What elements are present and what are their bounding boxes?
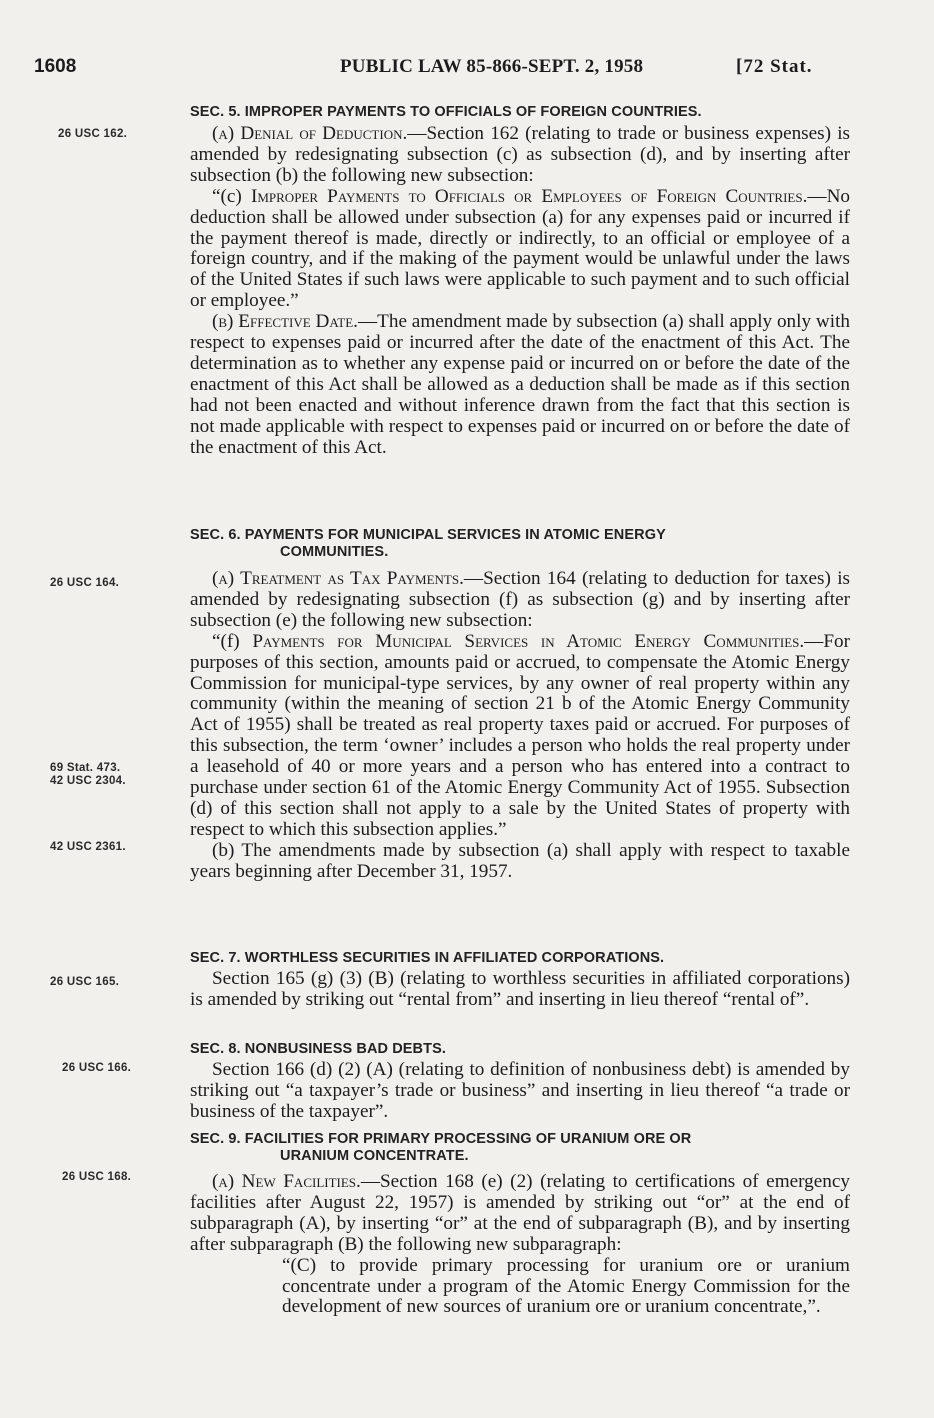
section-heading: SEC. 7. WORTHLESS SECURITIES IN AFFILIATED CORPORATIONS. [190, 950, 665, 966]
paragraph-label: Payments for Municipal Services in Atomic Energy Communities. [252, 630, 805, 652]
running-title: PUBLIC LAW 85-866-SEPT. 2, 1958 [340, 56, 644, 77]
paragraph-text: —Section 164 (relating to deduction for taxes) is amended by redesignating subsection (f) as subsection (g) and by inserting after subsection (e) the following new subsection: [190, 568, 851, 631]
paragraph-text: —Section 168 (e) (2) (relating to certifications of emergency facilities after August 22, 1957) is amended by striking out “or” at the end of subparagraph (A), by inserting “or” at the end of subparagraph (B), and by inserting after subparagraph (B) the following new subparagraph: [190, 1171, 850, 1255]
paragraph [190, 569, 850, 632]
paragraph-text: —The amendment made by subsection (a) shall apply only with respect to expenses paid or incurred after the date of the enactment of this Act. The determination as to whether any expense paid or incurred on or before the date of the enactment of this Act shall be allowed as a deduction shall be made as if this section had not been enacted and without inference drawn from the fact that this section is not made applicable with respect to expenses paid or incurred on or before the date of the enactment of this Act. [190, 311, 850, 458]
paragraph-label: (a) Treatment as Tax Payments. [212, 568, 464, 589]
paragraph: Section 166 (d) (2) (A) (relating to definition of nonbusiness debt) is amended by striking out “a taxpayer’s trade or business” and inserting in lieu thereof “a trade or business of the taxpayer”. [190, 1059, 850, 1122]
margin-note-26-usc-164: 26 USC 164. [50, 577, 120, 589]
margin-note-26-usc-168: 26 USC 168. [62, 1171, 132, 1183]
section-heading [190, 527, 850, 561]
margin-note-26-usc-166: 26 USC 166. [62, 1062, 132, 1074]
section-5-body [190, 124, 850, 459]
paragraph-label: (a) New Facilities. [212, 1171, 361, 1192]
paragraph [190, 312, 850, 458]
section-7-body [190, 969, 850, 1011]
page-number: 1608 [34, 56, 77, 77]
paragraph-label: (b) Effective Date. [212, 311, 358, 333]
margin-note-42-usc-2361: 42 USC 2361. [50, 841, 126, 853]
section-8 [190, 1041, 850, 1058]
paragraph-text: —Section 162 (relating to trade or business expenses) is amended by redesignating subsection (c) as subsection (d), and by inserting after subsection (b) the following new subsection: [190, 123, 850, 186]
quoted-subsection [190, 632, 850, 841]
section-9-body [190, 1172, 850, 1318]
margin-note-42-usc-2304: 42 USC 2304. [50, 775, 126, 787]
margin-note-69-stat-473: 69 Stat. 473. [50, 762, 121, 774]
statute-reference: [72 Stat. [736, 56, 813, 77]
paragraph [190, 1172, 850, 1256]
quoted-subsection [190, 187, 850, 312]
margin-note-26-usc-162: 26 USC 162. [58, 128, 128, 140]
section-heading-line: SEC. 9. FACILITIES FOR PRIMARY PROCESSING OF URANIUM ORE OR [190, 1131, 692, 1147]
paragraph-text: —For purposes of this section, amounts paid or accrued, to compensate the Atomic Energy Commission for municipal-type services, by any owner of real property within any community (within the meaning of section 21 b of the Atomic Energy Community Act of 1955) shall be treated as real property taxes paid or accrued. For purposes of this subsection, the term ‘owner’ includes a person who holds the real property under a leasehold of 40 or more years and a person who has entered into a contract to purchase under section 61 of the Atomic Energy Community Act of 1955. Subsection (d) of this section shall not apply to a sale by the United States of property with respect to which this subsection applies.” [190, 630, 851, 840]
quote-open: “(c) [212, 185, 251, 207]
section-6 [190, 527, 850, 561]
running-header [0, 56, 934, 86]
paragraph-label: (a) Denial of Deduction. [212, 123, 408, 144]
section-heading: SEC. 5. IMPROPER PAYMENTS TO OFFICIALS OF FOREIGN COUNTRIES. [190, 104, 702, 120]
section-6-body [190, 569, 850, 883]
paragraph: Section 165 (g) (3) (B) (relating to worthless securities in affiliated corporations) is amended by striking out “rental from” and inserting in lieu thereof “rental of”. [190, 968, 850, 1010]
paragraph-text: —No deduction shall be allowed under subsection (a) for any expenses paid or incurred if the payment thereof is made, directly or indirectly, to an official or employee of a foreign country, and if the making of the payment would be unlawful under the laws of the United States if such laws were applicable to such payment and to such official or employee.” [190, 185, 851, 312]
paragraph: (b) The amendments made by subsection (a) shall apply with respect to taxable years beginning after December 31, 1957. [190, 839, 850, 882]
section-7 [190, 950, 850, 967]
section-5 [190, 104, 850, 121]
margin-note-26-usc-165: 26 USC 165. [50, 976, 120, 988]
section-8-body [190, 1060, 850, 1123]
quoted-subparagraph: “(C) to provide primary processing for uranium ore or uranium concentrate under a program of the Atomic Energy Commission for the development of new sources of uranium ore or uranium concentrate,”. [282, 1254, 850, 1318]
section-heading [190, 1131, 850, 1165]
section-heading-line: COMMUNITIES. [280, 544, 389, 560]
section-9 [190, 1131, 850, 1165]
paragraph [190, 124, 850, 187]
paragraph-label: Improper Payments to Officials or Employees of Foreign Countries. [250, 185, 808, 207]
quote-open: “(f) [212, 630, 253, 652]
section-heading-line: SEC. 6. PAYMENTS FOR MUNICIPAL SERVICES IN ATOMIC ENERGY [190, 527, 666, 543]
section-heading: SEC. 8. NONBUSINESS BAD DEBTS. [190, 1041, 446, 1057]
section-heading-line: URANIUM CONCENTRATE. [280, 1148, 469, 1164]
